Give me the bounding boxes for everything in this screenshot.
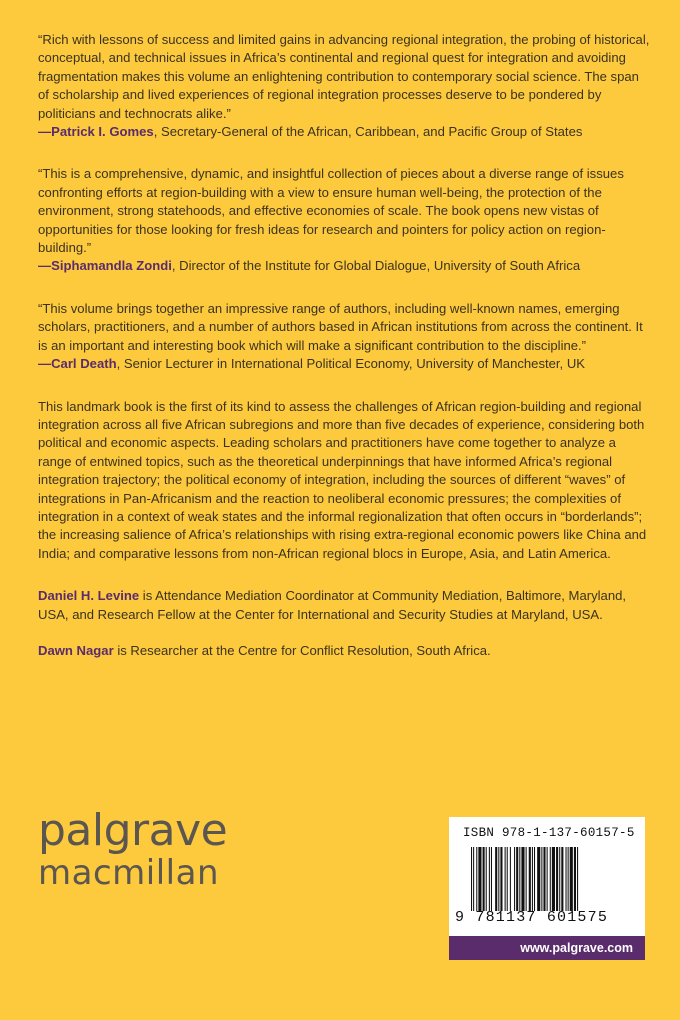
book-description: This landmark book is the first of its kind to assess the challenges of African region-building and regional integration across all five African subregions and more than five decades of experience, considering both political and economic aspects. Leading scholars and practitioners have come together to analyze a range of entwined topics, such as the theoretical underpinnings that have informed Africa’s regional integration trajectory; the political economy of integration, including the sources of different “waves” of integrations in Pan-Africanism and the reaction to neoliberal economic pressures; the complexities of integration in a context of weak states and the informal regionalization that often occurs in “borderlands”; the increasing salience of Africa’s relationships with rising extra-regional economic powers like China and India; and comparative lessons from non-African regional blocs in Europe, Asia, and Latin America. [38, 398, 647, 561]
barcode-bar [547, 847, 548, 911]
endorsement [38, 165, 650, 275]
barcode-bar [574, 847, 576, 911]
barcode-bar [532, 847, 533, 911]
author-name: Daniel H. Levine [38, 588, 140, 604]
endorser-name: Siphamandla Zondi [51, 258, 172, 274]
back-cover-text [38, 31, 650, 678]
barcode-bar [486, 847, 487, 911]
barcode-bar [526, 847, 527, 911]
isbn-label: ISBN 978-1-137-60157-5 [463, 826, 635, 840]
barcode-bar [471, 847, 472, 911]
isbn-barcode-box [449, 817, 645, 960]
barcode-bar [552, 847, 555, 911]
endorsement-quote: “This volume brings together an impressive range of authors, including well-known names, emerging scholars, practitioners, and a number of authors based in African institutions from across the continent. It is an important and interesting book which will make a significant contribution to the discipline.” [38, 300, 643, 353]
publisher-url: www.palgrave.com [449, 936, 645, 960]
endorser-affiliation: , Director of the Institute for Global Dialogue, University of South Africa [171, 258, 581, 274]
author-name: Dawn Nagar [38, 642, 114, 658]
endorser-affiliation: , Secretary-General of the African, Caribbean, and Pacific Group of States [153, 124, 583, 140]
barcode-bar [559, 847, 560, 911]
endorsement-attribution: —Patrick I. Gomes, Secretary-General of the African, Caribbean, and Pacific Group of States [38, 124, 583, 140]
barcode-bar [534, 847, 535, 911]
barcode-bar [483, 847, 485, 911]
author-bio [38, 642, 650, 660]
endorsement [38, 31, 650, 141]
barcode-bar [507, 847, 508, 911]
barcode-digits: 9 781137 601575 [455, 909, 609, 926]
author-bio-text: is Attendance Mediation Coordinator at Community Mediation, Baltimore, Maryland, USA, and Research Fellow at the Center for International and Security Studies at Maryland, USA. [38, 588, 627, 622]
barcode-bar [473, 847, 474, 911]
barcode-bar [476, 847, 477, 911]
barcode-bar [561, 847, 563, 911]
barcode-bar [577, 847, 578, 911]
publisher-logo-line1: palgrave [38, 805, 228, 856]
barcode-icon [471, 847, 621, 911]
endorser-affiliation: , Senior Lecturer in International Political Economy, University of Manchester, UK [116, 356, 586, 372]
endorser-name: Patrick I. Gomes [51, 124, 154, 140]
publisher-logo-line2: macmillan [38, 853, 219, 893]
barcode-bar [566, 847, 567, 911]
barcode-bar [519, 847, 520, 911]
endorsement-attribution: —Siphamandla Zondi, Director of the Institute for Global Dialogue, University of South Africa [38, 258, 581, 274]
endorsement-quote: “This is a comprehensive, dynamic, and insightful collection of pieces about a diverse range of issues confronting efforts at region-building with a view to ensure human well-being, the protection of the environment, strong statehoods, and effective economies of scale. The book opens new vistas of opportunities for those looking for fresh ideas for research and pointers for policy action on region-building.” [38, 166, 624, 256]
author-bio-text: is Researcher at the Centre for Conflict Resolution, South Africa. [113, 642, 491, 658]
barcode-bar [478, 847, 481, 911]
barcode-bar [489, 847, 490, 911]
barcode-bar [514, 847, 515, 911]
barcode-bar [510, 847, 511, 911]
barcode-bar [529, 847, 531, 911]
barcode-bar [521, 847, 524, 911]
barcode-bar [491, 847, 492, 911]
barcode-bar [495, 847, 497, 911]
endorsement [38, 300, 650, 374]
author-bio [38, 587, 650, 624]
barcode-bar [556, 847, 558, 911]
barcode-bar [541, 847, 542, 911]
barcode-bar [568, 847, 569, 911]
endorsement-quote: “Rich with lessons of success and limited gains in advancing regional integration, the probing of historical, conceptual, and technical issues in Africa’s continental and regional quest for integration and avoiding fragmentation makes this volume an enlightening contribution to contemporary social science. The span of scholarship and lived experiences of regional integration processes deserve to be pondered by politicians and technocrats alike.” [38, 32, 650, 121]
barcode-bar [498, 847, 499, 911]
barcode-bar [516, 847, 518, 911]
endorsement-attribution: —Carl Death, Senior Lecturer in International Political Economy, University of Manchester, UK [38, 356, 586, 372]
barcode-bar [537, 847, 540, 911]
barcode-bar [500, 847, 502, 911]
barcode-bar [570, 847, 573, 911]
barcode-bar [550, 847, 551, 911]
publisher-logo [38, 805, 228, 893]
barcode-bar [543, 847, 545, 911]
endorser-name: Carl Death [51, 356, 117, 372]
barcode-bar [505, 847, 506, 911]
